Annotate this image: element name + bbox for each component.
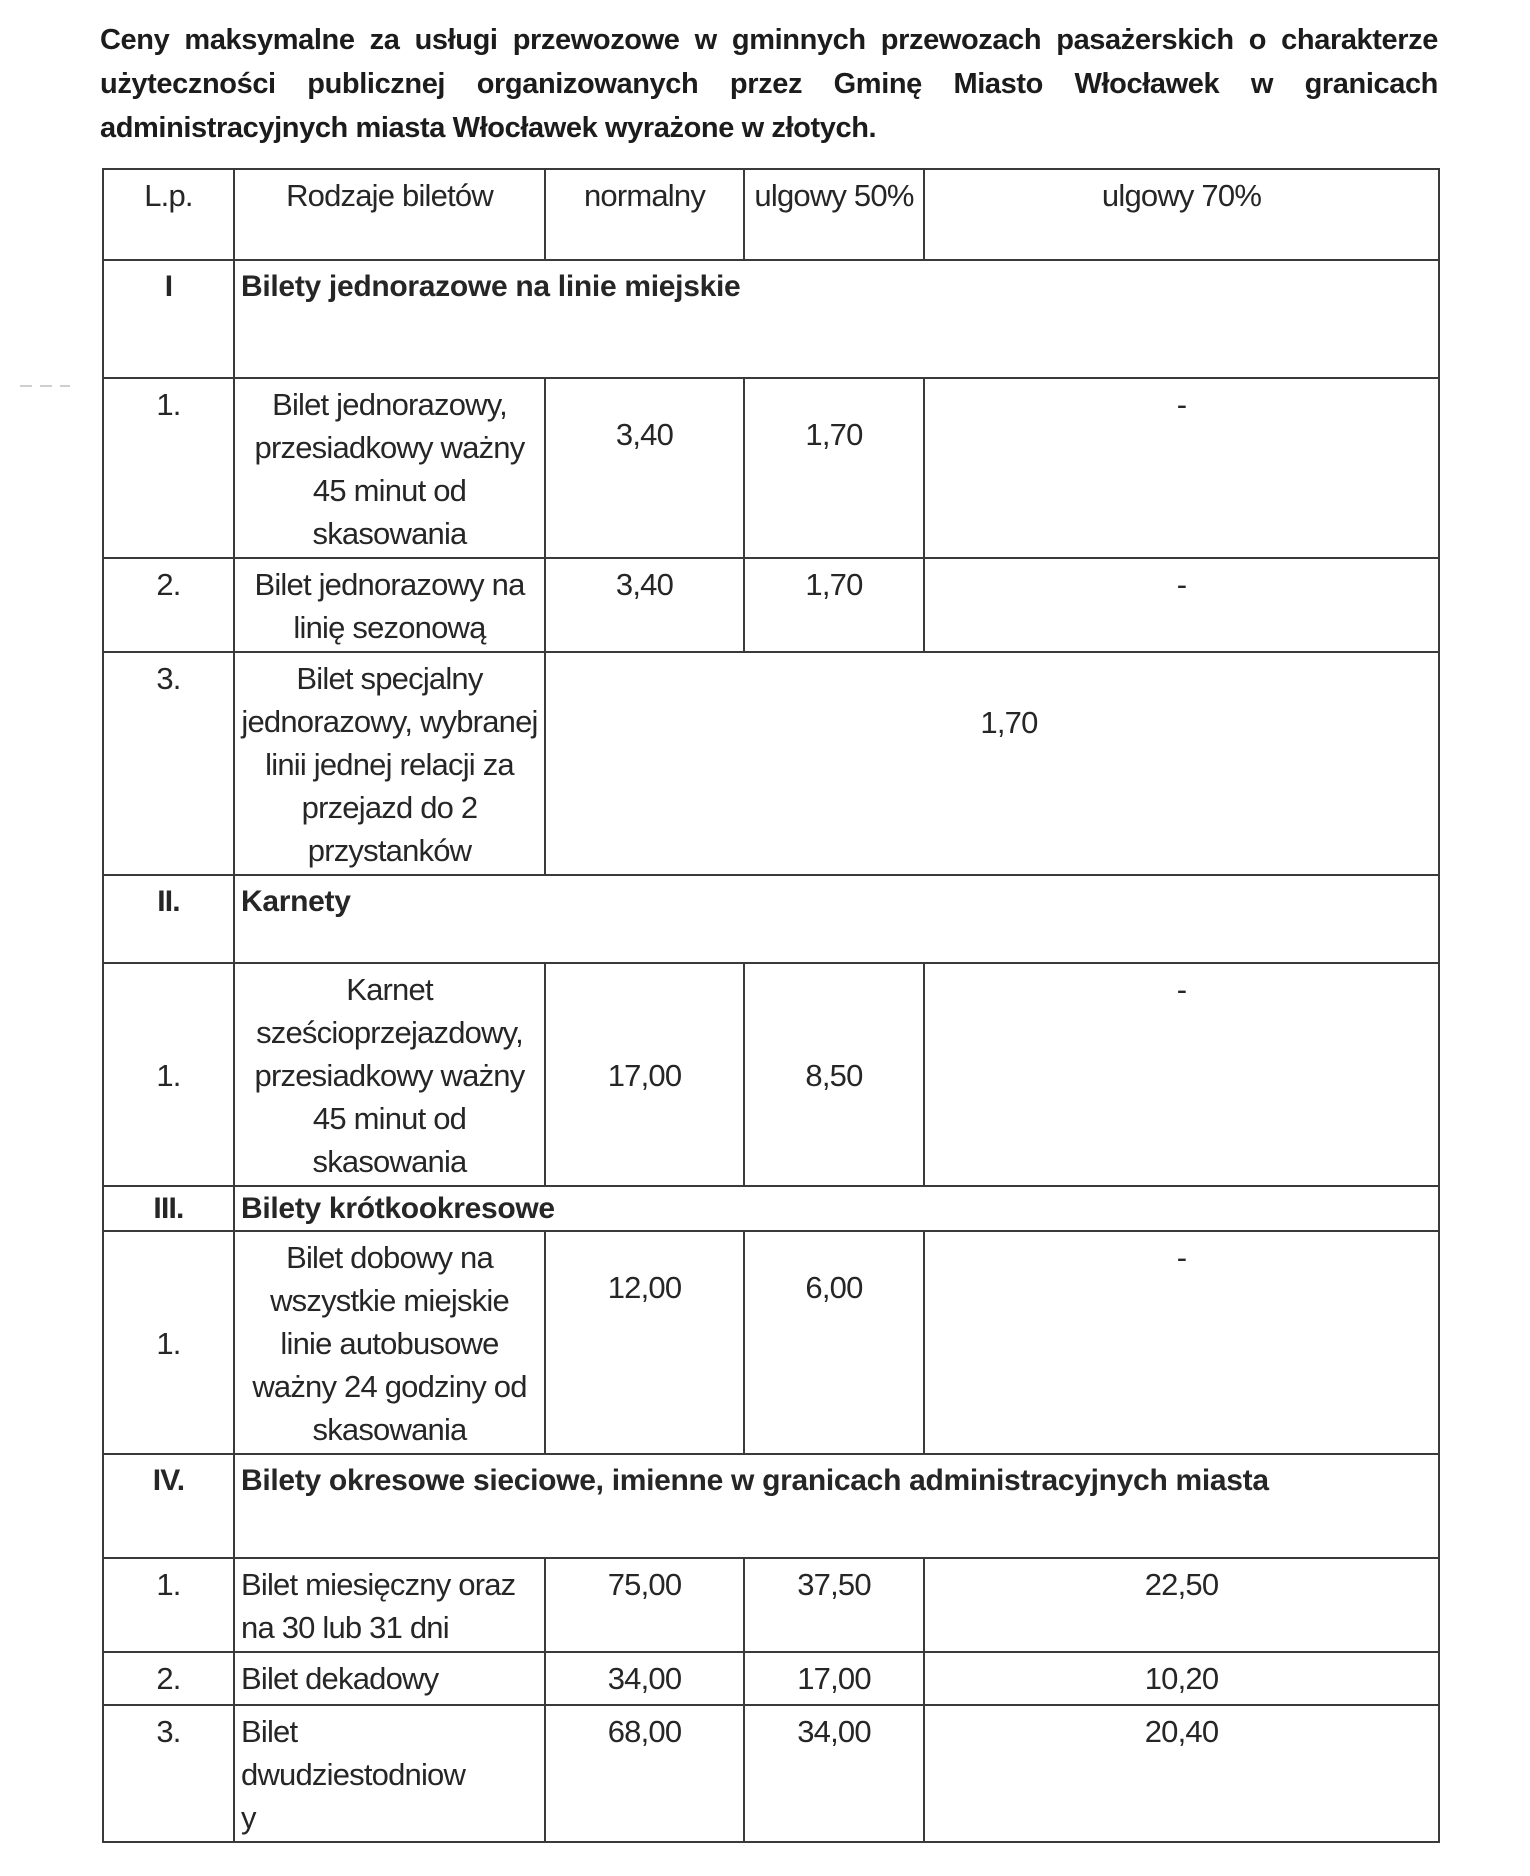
section-row [103, 1186, 1439, 1231]
row-lp: 1. [103, 378, 234, 558]
table-row [103, 558, 1439, 652]
section-title: Karnety [234, 875, 1439, 963]
section-row [103, 260, 1439, 378]
table-row [103, 378, 1439, 558]
row-price-reduced-70: - [924, 378, 1439, 558]
row-price-normal: 3,40 [545, 558, 744, 652]
row-lp: 2. [103, 558, 234, 652]
row-price-reduced-70: - [924, 1231, 1439, 1454]
row-lp: 1. [103, 1231, 234, 1454]
row-ticket-name: Bilet miesięczny oraz na 30 lub 31 dni [234, 1558, 545, 1652]
row-price-reduced-70: - [924, 963, 1439, 1186]
row-price-reduced-70: - [924, 558, 1439, 652]
row-price-reduced-50: 17,00 [744, 1652, 924, 1705]
row-lp: 1. [103, 963, 234, 1186]
row-ticket-name: Bilet jednorazowy na linię sezonową [234, 558, 545, 652]
row-lp: 3. [103, 1705, 234, 1842]
row-ticket-name [234, 1705, 545, 1842]
row-price-reduced-70: 22,50 [924, 1558, 1439, 1652]
row-price-normal: 34,00 [545, 1652, 744, 1705]
section-title: Bilety okresowe sieciowe, imienne w granicach administracyjnych miasta [234, 1454, 1439, 1558]
row-ticket-name: Bilet jednorazowy, przesiadkowy ważny 45 minut od skasowania [234, 378, 545, 558]
section-title: Bilety jednorazowe na linie miejskie [234, 260, 1439, 378]
section-numeral: III. [103, 1186, 234, 1231]
table-row [103, 1705, 1439, 1842]
table-row [103, 652, 1439, 875]
row-lp: 3. [103, 652, 234, 875]
row-price-reduced-50: 1,70 [744, 558, 924, 652]
section-numeral: IV. [103, 1454, 234, 1558]
row-price-normal: 68,00 [545, 1705, 744, 1842]
row-ticket-name: Karnet sześcioprzejazdowy, przesiadkowy ważny 45 minut od skasowania [234, 963, 545, 1186]
row-price-normal: 75,00 [545, 1558, 744, 1652]
table-row [103, 963, 1439, 1186]
section-numeral: I [103, 260, 234, 378]
row-price-normal: 3,40 [545, 378, 744, 558]
row-price-normal: 12,00 [545, 1231, 744, 1454]
row-lp: 1. [103, 1558, 234, 1652]
section-row [103, 875, 1439, 963]
header-reduced-50: ulgowy 50% [744, 169, 924, 260]
section-row [103, 1454, 1439, 1558]
row-price-reduced-50: 6,00 [744, 1231, 924, 1454]
table-row [103, 1558, 1439, 1652]
row-ticket-name-text: Bilet dwudziestodniowy [241, 1714, 466, 1835]
row-ticket-name: Bilet dekadowy [234, 1652, 545, 1705]
section-numeral: II. [103, 875, 234, 963]
row-lp: 2. [103, 1652, 234, 1705]
intro-paragraph: Ceny maksymalne za usługi przewozowe w gminnych przewozach pasażerskich o charakterze użyteczności publicznej organizowanych przez Gminę Miasto Włocławek w granicach administracyjnych miasta Włocławek wyrażone w złotych. [100, 24, 1438, 144]
row-price-reduced-50: 37,50 [744, 1558, 924, 1652]
row-price-reduced-50: 8,50 [744, 963, 924, 1186]
fares-table [102, 168, 1440, 1843]
row-price-reduced-50: 1,70 [744, 378, 924, 558]
row-merged-price: 1,70 [545, 652, 1439, 875]
row-price-reduced-70: 10,20 [924, 1652, 1439, 1705]
row-ticket-name: Bilet dobowy na wszystkie miejskie linie autobusowe ważny 24 godziny od skasowania [234, 1231, 545, 1454]
row-price-reduced-50: 34,00 [744, 1705, 924, 1842]
row-price-reduced-70: 20,40 [924, 1705, 1439, 1842]
header-lp: L.p. [103, 169, 234, 260]
row-price-normal: 17,00 [545, 963, 744, 1186]
header-normal: normalny [545, 169, 744, 260]
header-reduced-70: ulgowy 70% [924, 169, 1439, 260]
row-ticket-name: Bilet specjalny jednorazowy, wybranej linii jednej relacji za przejazd do 2 przystanków [234, 652, 545, 875]
table-row [103, 1231, 1439, 1454]
table-row [103, 1652, 1439, 1705]
scan-artifact-mark [20, 385, 70, 387]
header-ticket-type: Rodzaje biletów [234, 169, 545, 260]
table-header-row [103, 169, 1439, 260]
section-title: Bilety krótkookresowe [234, 1186, 1439, 1231]
